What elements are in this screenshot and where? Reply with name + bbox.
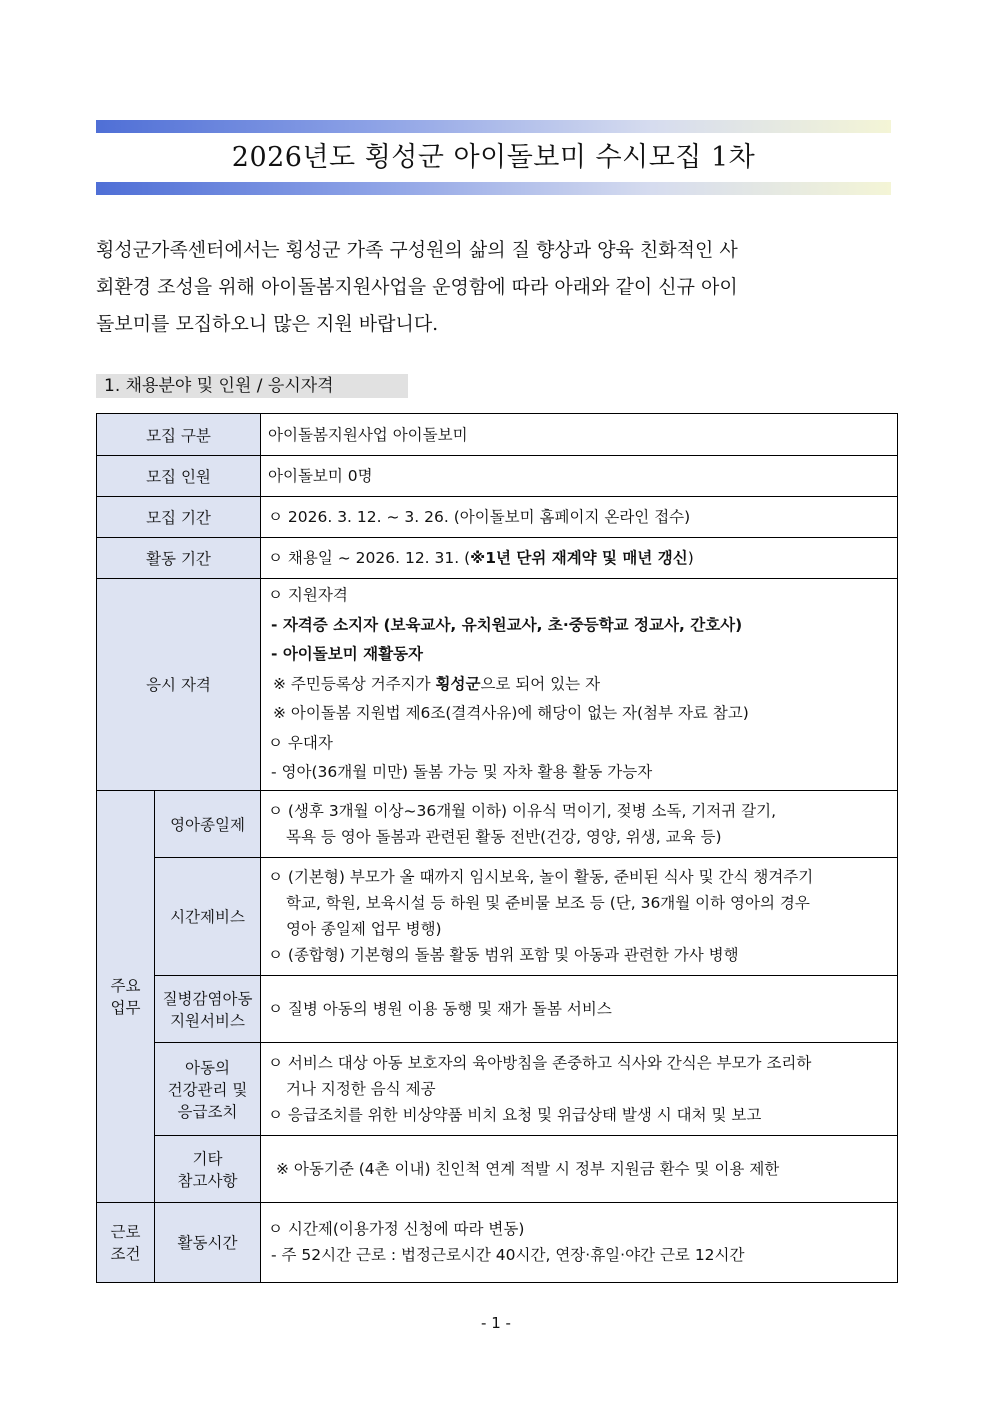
duty-label: 영아종일제 <box>155 790 261 857</box>
table-row <box>97 790 898 857</box>
work-hours-value: ㅇ 시간제(이용가정 신청에 따라 변동) - 주 52시간 근로 : 법정근로시간 40시간, 연장·휴일·야간 근로 12시간 <box>261 1202 898 1282</box>
table-row <box>97 538 898 579</box>
row-label: 모집 인원 <box>97 456 261 497</box>
row-label: 모집 기간 <box>97 497 261 538</box>
intro-line: 횡성군가족센터에서는 횡성군 가족 구성원의 삶의 질 향상과 양육 친화적인 사 <box>96 239 738 261</box>
row-value: ㅇ 채용일 ~ 2026. 12. 31. (※1년 단위 재계약 및 매년 갱신) <box>261 538 898 579</box>
main-duties-label: 주요 업무 <box>97 790 155 1202</box>
duty-value: ㅇ (기본형) 부모가 올 때까지 임시보육, 놀이 활동, 준비된 식사 및 간식 챙겨주기 학교, 학원, 보육시설 등 하원 및 준비물 보조 등 (단, 36개월 이하 영아의 경우 영아 종일제 업무 병행) ㅇ (종합형) 기본형의 돌봄 활동 범위 포함 및 아동과 관련한 가사 병행 <box>261 857 898 975</box>
duty-label: 아동의 건강관리 및 응급조치 <box>155 1042 261 1135</box>
duty-value: ㅇ 서비스 대상 아동 보호자의 육아방침을 존중하고 식사와 간식은 부모가 조리하 거나 지정한 음식 제공 ㅇ 응급조치를 위한 비상약품 비치 요청 및 위급상태 발생 시 대처 및 보고 <box>261 1042 898 1135</box>
row-label: 모집 구분 <box>97 414 261 456</box>
duty-value: ※ 아동기준 (4촌 이내) 친인척 연계 적발 시 정부 지원금 환수 및 이용 제한 <box>261 1135 898 1202</box>
row-value: ㅇ 2026. 3. 12. ~ 3. 26. (아이돌보미 홈페이지 온라인 접수) <box>261 497 898 538</box>
recruitment-table <box>96 413 898 1283</box>
row-label: 활동 기간 <box>97 538 261 579</box>
intro-paragraph <box>96 232 896 343</box>
page-number: - 1 - <box>481 1314 511 1332</box>
duty-label: 시간제비스 <box>155 857 261 975</box>
section-heading: 1. 채용분야 및 인원 / 응시자격 <box>96 374 408 398</box>
duty-label: 기타 참고사항 <box>155 1135 261 1202</box>
table-row <box>97 497 898 538</box>
table-row <box>97 1135 898 1202</box>
page-title: 2026년도 횡성군 아이돌보미 수시모집 1차 <box>231 142 756 173</box>
table-row <box>97 857 898 975</box>
table-row <box>97 579 898 791</box>
table-row <box>97 456 898 497</box>
table-row <box>97 975 898 1042</box>
duty-value: ㅇ 질병 아동의 병원 이용 동행 및 재가 돌봄 서비스 <box>261 975 898 1042</box>
table-row <box>97 1202 898 1282</box>
intro-line: 돌보미를 모집하오니 많은 지원 바랍니다. <box>96 313 439 335</box>
intro-line: 회환경 조성을 위해 아이돌봄지원사업을 운영함에 따라 아래와 같이 신규 아이 <box>96 276 738 298</box>
title-decoration-bar-bottom <box>96 182 891 195</box>
work-conditions-label: 근로 조건 <box>97 1202 155 1282</box>
row-label: 응시 자격 <box>97 579 261 791</box>
work-hours-label: 활동시간 <box>155 1202 261 1282</box>
duty-value: ㅇ (생후 3개월 이상~36개월 이하) 이유식 먹이기, 젖병 소독, 기저귀 갈기, 목욕 등 영아 돌봄과 관련된 활동 전반(건강, 영양, 위생, 교육 등) <box>261 790 898 857</box>
duty-label: 질병감염아동 지원서비스 <box>155 975 261 1042</box>
qualification-value: ㅇ 지원자격 - 자격증 소지자 (보육교사, 유치원교사, 초·중등학교 정교사, 간호사) - 아이돌보미 재활동자 ※ 주민등록상 거주지가 횡성군으로 되어 있는 자 ※ 아이돌봄 지원법 제6조(결격사유)에 해당이 없는 자(첨부 자료 참고) ㅇ 우대자 - 영아(36개월 미만) 돌봄 가능 및 자차 활용 활동 가능자 <box>261 579 898 791</box>
row-value: 아이돌봄지원사업 아이돌보미 <box>261 414 898 456</box>
table-row <box>97 414 898 456</box>
table-row <box>97 1042 898 1135</box>
title-decoration-bar-top <box>96 120 891 133</box>
row-value: 아이돌보미 0명 <box>261 456 898 497</box>
